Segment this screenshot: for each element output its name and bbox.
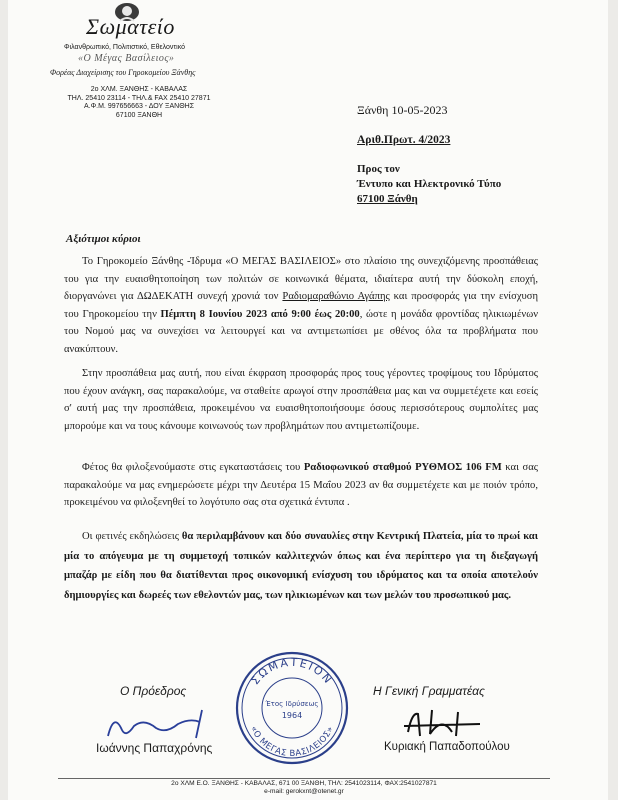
recipient-block — [357, 162, 501, 207]
recipient-line: 67100 Ξάνθη — [357, 193, 418, 205]
official-stamp — [234, 650, 350, 766]
organization-title: Σωματείο — [86, 14, 175, 39]
text-run: και σας παρακαλούμε να μας ενημερώσετε μέχρι την Δευτέρα 15 Μαΐου 2023 αν θα συμμετέχετε και με ποιόν τρόπο, προκειμένου να φιλοξενηθεί το λογότυπο σας στα σχετικά έντυπα . — [64, 462, 538, 509]
stamp-outer-text: ΣΩΜΑΤΕΙΟΝ — [248, 655, 336, 688]
secretary-name: Κυριακή Παπαδοπούλου — [384, 741, 510, 753]
body-paragraph-4 — [64, 527, 538, 605]
body-paragraph-3 — [64, 459, 538, 512]
stamp-bottom-text: «Ο ΜΕΓΑΣ ΒΑΣΙΛΕΙΟΣ» — [248, 724, 336, 760]
text-run: Το Γηροκομείο Ξάνθης -Ίδρυμα «Ο ΜΕΓΑΣ ΒΑΣΙΛΕΙΟΣ» στο πλαίσιο της συνεχιζόμενης προσπάθειας του για την ευαισθητοποίηση των πολιτών σε κοινωνικά θέματα, ιδιαίτερα αυτή την δύσκολη εποχή, διοργανώνει για — [64, 256, 538, 303]
footer — [58, 780, 550, 796]
greeting: Αξιότιμοι κύριοι — [66, 233, 141, 245]
svg-text:ΣΩΜΑΤΕΙΟΝ — [249, 656, 336, 687]
text-run: και προσφοράς για την ενίσχυση του Γηροκομείου την — [64, 291, 539, 320]
address-line: 2ο ΧΛΜ. ΞΑΝΘΗΣ - ΚΑΒΑΛΑΣ — [90, 86, 188, 93]
footer-email: e-mail: gerokxnt@otenet.gr — [264, 788, 344, 795]
text-run: Φέτος θα φιλοξενούμαστε στις εγκαταστάσεις του — [82, 462, 304, 473]
text-run: θα περιλαμβάνουν και δύο συναυλίες στην Κεντρική Πλατεία, μία το πρωί και μία το απόγευμα με τη συμμετοχή τοπικών καλλιτεχνών όπως και ένα περίπτερο για τη διεξαγωγή μπαζάρ με είδη που θα διατίθενται προς οικονομική ενίσχυση του ιδρύματος και τα οποία αποτελούν δημιουργίες και δωρεές των εθελοντών μας, των ηλικιωμένων και των μελών του προσωπικού μας. — [64, 531, 538, 601]
organization-name: «Ο Μέγας Βασίλειος» — [78, 53, 175, 64]
president-name: Ιωάννης Παπαχρόνης — [96, 741, 213, 755]
address-line: Α.Φ.Μ. 997656663 - ΔΟΥ ΞΑΝΘΗΣ — [83, 103, 195, 111]
text-run: Πέμπτη 8 Ιουνίου 2023 από 9:00 έως 20:00 — [160, 308, 360, 320]
text-run: Στην προσπάθεια μας αυτή, που είναι έκφραση προσφοράς προς τους γέροντες τροφίμους του Ιδρύματος που έχουν ανάγκη, σας παρακαλούμε, να σταθείτε αρωγοί στην προσπάθεια μας και να συμμετέχετε και εσείς σ' αυτή μας την προσπάθεια, προκειμένου να ευαισθητοποιήσουμε όσους περισσότερους συμπολίτες μας μπορούμε και να τους κάνουμε κοινωνούς των προβλημάτων που αντιμετωπίζουμε. — [64, 368, 538, 432]
secretary-title: Η Γενική Γραμματέας — [373, 684, 485, 698]
text-run: συνεχή χρονιά τον — [193, 291, 283, 303]
president-title: Ο Πρόεδρος — [120, 684, 187, 698]
recipient-line: Προς τον — [357, 163, 400, 175]
secretary-signature-icon — [402, 704, 484, 740]
footer-divider — [58, 778, 550, 779]
text-run: ΔΩΔΕΚΑΤΗ — [136, 291, 194, 303]
text-run: , ώστε η μονάδα φροντίδας ηλικιωμένων του Νομού μας να συνεχίσει να λειτουργεί και να αντιμετωπίσει με σθένος όλα τα προβλήματα που ανακύπτουν. — [64, 308, 538, 355]
president-signature-icon — [104, 706, 214, 742]
stamp-inner-year: 1964 — [281, 711, 303, 720]
protocol-number: Αριθ.Πρωτ. 4/2023 — [357, 134, 451, 146]
body-paragraph-2 — [64, 365, 538, 435]
organization-operator: Φορέας Διαχείρισης του Γηροκομείου Ξάνθης — [50, 68, 196, 77]
organization-subtitle: Φιλανθρωπικό, Πολιτιστικό, Εθελοντικό — [64, 44, 186, 51]
body-paragraph-1 — [64, 253, 538, 359]
stamp-inner-label: Έτος Ιδρύσεως — [265, 700, 319, 708]
text-run: Ραδιοφωνικού σταθμού ΡΥΘΜΟΣ 106 FM — [303, 462, 502, 473]
address-line: ΤΗΛ. 25410 23114 - ΤΗΛ.& FAX 25410 27871 — [67, 94, 211, 102]
recipient-line: Έντυπο και Ηλεκτρονικό Τύπο — [357, 178, 502, 190]
address-line: 67100 ΞΑΝΘΗ — [115, 111, 163, 119]
text-run: Οι φετινές εκδηλώσεις — [82, 531, 182, 542]
letter-date: Ξάνθη 10-05-2023 — [357, 103, 448, 117]
footer-address: 2ο ΧΛΜ Ε.Ο. ΞΑΝΘΗΣ - ΚΑΒΑΛΑΣ, 671 00 ΞΑΝΘΗ, ΤΗΛ: 2541023114, ΦΑΧ:2541027871 — [171, 780, 437, 787]
organization-address — [54, 86, 224, 120]
text-run: Ραδιομαραθώνιο Αγάπης — [282, 291, 390, 303]
